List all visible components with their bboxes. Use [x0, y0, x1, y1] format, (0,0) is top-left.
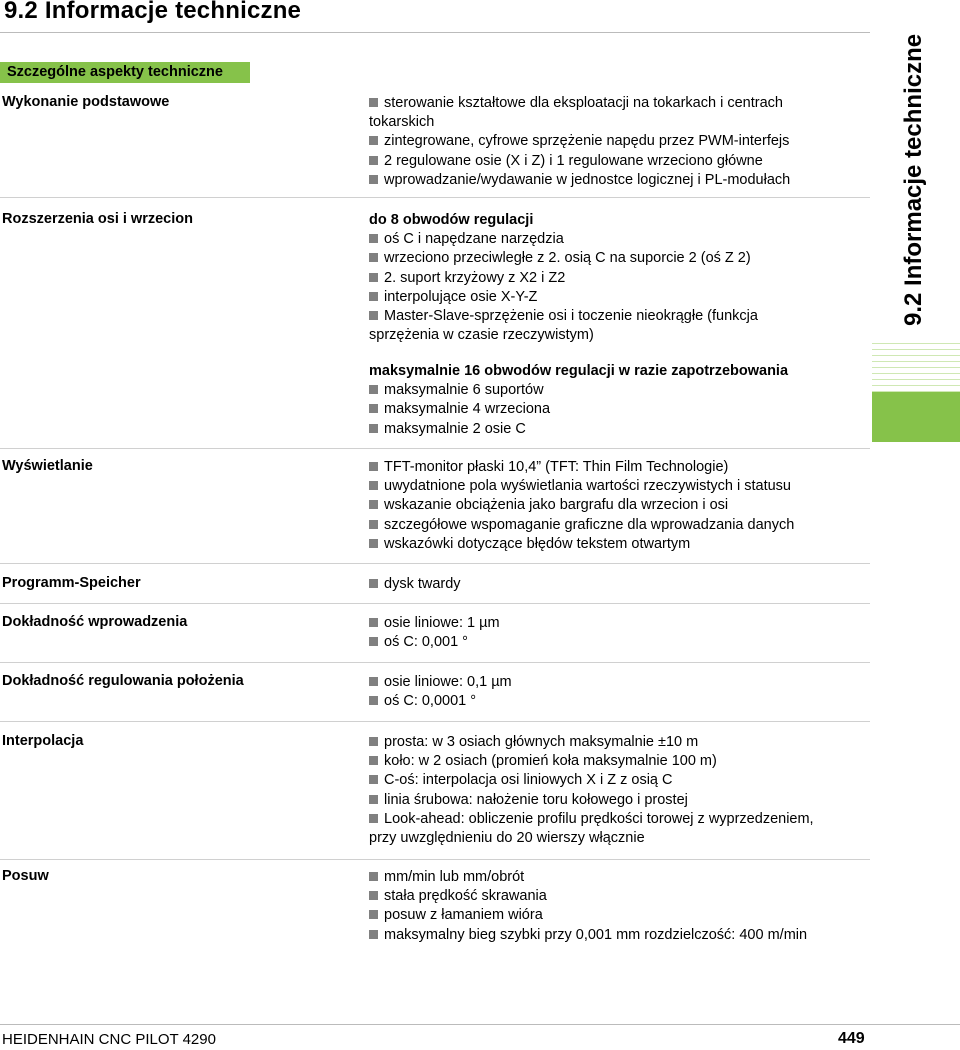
bullet-square-icon — [369, 311, 378, 320]
bullet-square-icon — [369, 696, 378, 705]
spec-row-body — [369, 211, 864, 345]
footer-divider — [0, 1024, 960, 1025]
spec-subheading — [369, 362, 864, 381]
spec-row-body — [369, 673, 864, 711]
spec-list-item — [369, 752, 864, 771]
row-divider — [0, 662, 870, 663]
spec-list-item — [369, 868, 864, 887]
spec-list-item — [369, 400, 864, 419]
bullet-square-icon — [369, 98, 378, 107]
spec-row-label: Dokładność wprowadzenia — [2, 614, 188, 630]
bullet-square-icon — [369, 756, 378, 765]
bullet-square-icon — [369, 462, 378, 471]
spec-row-label: Rozszerzenia osi i wrzecion — [2, 211, 193, 227]
spec-list-item — [369, 307, 864, 326]
spec-text: stała prędkość skrawania — [384, 888, 547, 905]
spec-list-item — [369, 458, 864, 477]
row-divider — [0, 563, 870, 564]
spec-row-label: Wykonanie podstawowe — [2, 94, 170, 110]
section-title: Szczególne aspekty techniczne — [7, 64, 223, 80]
bullet-square-icon — [369, 775, 378, 784]
spec-text: szczegółowe wspomaganie graficzne dla wprowadzania danych — [384, 516, 795, 533]
spec-text: TFT-monitor płaski 10,4” (TFT: Thin Film Technologie) — [384, 459, 729, 475]
spec-text: interpolujące osie X-Y-Z — [384, 288, 538, 305]
bullet-square-icon — [369, 814, 378, 823]
bullet-square-icon — [369, 175, 378, 184]
spec-text: maksymalny bieg szybki przy 0,001 mm rozdzielczość: 400 m/min — [384, 926, 808, 943]
spec-row-label: Wyświetlanie — [2, 458, 93, 474]
spec-text: uwydatnione pola wyświetlania wartości rzeczywistych i statusu — [384, 478, 791, 495]
spec-list-item — [369, 477, 864, 496]
spec-list-item — [369, 887, 864, 906]
spec-list-item — [369, 733, 864, 752]
bullet-square-icon — [369, 273, 378, 282]
bullet-square-icon — [369, 292, 378, 301]
spec-list-item — [369, 829, 864, 848]
spec-list-item — [369, 113, 864, 132]
spec-list-item — [369, 633, 864, 652]
spec-text: osie liniowe: 1 µm — [384, 615, 500, 631]
spec-row-body — [369, 362, 864, 439]
bullet-square-icon — [369, 618, 378, 627]
bullet-square-icon — [369, 891, 378, 900]
bullet-square-icon — [369, 637, 378, 646]
spec-text: wprowadzanie/wydawanie w jednostce logicznej i PL-modułach — [384, 171, 791, 188]
spec-subheading — [369, 211, 864, 230]
spec-text: przy uwzględnieniu do 20 wierszy włącznie — [369, 830, 645, 847]
spec-text: 2 regulowane osie (X i Z) i 1 regulowane wrzeciono główne — [384, 152, 763, 169]
spec-row-label: Dokładność regulowania położenia — [2, 673, 244, 689]
bullet-square-icon — [369, 520, 378, 529]
bullet-square-icon — [369, 156, 378, 165]
spec-list-item — [369, 381, 864, 400]
spec-list-item — [369, 94, 864, 113]
spec-list-item — [369, 288, 864, 307]
row-divider — [0, 603, 870, 604]
spec-text: koło: w 2 osiach (promień koła maksymalnie 100 m) — [384, 753, 717, 770]
spec-row-body — [369, 868, 864, 945]
spec-row-label: Programm-Speicher — [2, 575, 141, 591]
title-divider — [0, 32, 870, 33]
spec-text: dysk twardy — [384, 576, 461, 592]
bullet-square-icon — [369, 481, 378, 490]
footer-product: HEIDENHAIN CNC PILOT 4290 — [2, 1031, 216, 1048]
spec-list-item — [369, 496, 864, 515]
side-tab-marker — [872, 392, 960, 442]
bullet-square-icon — [369, 404, 378, 413]
spec-list-item — [369, 673, 864, 692]
spec-list-item — [369, 249, 864, 268]
row-divider — [0, 859, 870, 860]
spec-text: linia śrubowa: nałożenie toru kołowego i prostej — [384, 791, 688, 808]
bullet-square-icon — [369, 253, 378, 262]
bullet-square-icon — [369, 795, 378, 804]
bullet-square-icon — [369, 234, 378, 243]
spec-row-body — [369, 94, 864, 190]
spec-text: Master-Slave-sprzężenie osi i toczenie nieokrągłe (funkcja — [384, 308, 758, 325]
spec-list-item — [369, 771, 864, 790]
spec-row-body — [369, 575, 864, 594]
spec-text: sterowanie kształtowe dla eksploatacji na tokarkach i centrach — [384, 95, 783, 111]
row-divider — [0, 197, 870, 198]
spec-list-item — [369, 132, 864, 151]
spec-row-body — [369, 458, 864, 554]
spec-text: maksymalnie 4 wrzeciona — [384, 401, 551, 418]
bullet-square-icon — [369, 424, 378, 433]
bullet-square-icon — [369, 872, 378, 881]
page-title: 9.2 Informacje techniczne — [4, 0, 302, 24]
spec-text: oś C: 0,0001 ° — [384, 693, 477, 710]
spec-row-label: Posuw — [2, 868, 49, 884]
spec-text: wrzeciono przeciwległe z 2. osią C na suporcie 2 (oś Z 2) — [384, 250, 751, 267]
row-divider — [0, 448, 870, 449]
bullet-square-icon — [369, 500, 378, 509]
spec-list-item — [369, 326, 864, 345]
spec-row-body — [369, 614, 864, 652]
spec-text: C-oś: interpolacja osi liniowych X i Z z osią C — [384, 772, 673, 789]
spec-text: maksymalnie 6 suportów — [384, 382, 544, 399]
spec-list-item — [369, 692, 864, 711]
spec-list-item — [369, 171, 864, 190]
spec-list-item — [369, 230, 864, 249]
spec-text: wskazanie obciążenia jako bargrafu dla wrzecion i osi — [384, 497, 729, 514]
spec-text: 2. suport krzyżowy z X2 i Z2 — [384, 269, 566, 286]
spec-list-item — [369, 926, 864, 945]
spec-list-item — [369, 906, 864, 925]
spec-text: Look-ahead: obliczenie profilu prędkości torowej z wyprzedzeniem, — [384, 810, 814, 827]
spec-text: zintegrowane, cyfrowe sprzężenie napędu przez PWM-interfejs — [384, 133, 790, 150]
spec-text: osie liniowe: 0,1 µm — [384, 674, 512, 690]
spec-text: oś C i napędzane narzędzia — [384, 231, 564, 248]
spec-text: sprzężenia w czasie rzeczywistym) — [369, 327, 594, 344]
side-tab-stripes — [872, 343, 960, 392]
bullet-square-icon — [369, 136, 378, 145]
bullet-square-icon — [369, 385, 378, 394]
bullet-square-icon — [369, 910, 378, 919]
bullet-square-icon — [369, 677, 378, 686]
spec-text: do 8 obwodów regulacji — [369, 212, 534, 228]
spec-text: posuw z łamaniem wióra — [384, 907, 543, 924]
spec-list-item — [369, 535, 864, 554]
spec-list-item — [369, 575, 864, 594]
spec-list-item — [369, 614, 864, 633]
bullet-square-icon — [369, 539, 378, 548]
spec-text: maksymalnie 2 osie C — [384, 420, 526, 437]
bullet-square-icon — [369, 930, 378, 939]
bullet-square-icon — [369, 579, 378, 588]
spec-list-item — [369, 791, 864, 810]
spec-text: prosta: w 3 osiach głównych maksymalnie ±10 m — [384, 734, 699, 750]
spec-list-item — [369, 152, 864, 171]
spec-text: oś C: 0,001 ° — [384, 634, 468, 651]
spec-text: mm/min lub mm/obrót — [384, 869, 525, 885]
spec-row-body — [369, 733, 864, 848]
bullet-square-icon — [369, 737, 378, 746]
page-number: 449 — [838, 1030, 865, 1047]
spec-text: wskazówki dotyczące błędów tekstem otwartym — [384, 535, 691, 552]
spec-list-item — [369, 269, 864, 288]
spec-row-label: Interpolacja — [2, 733, 84, 749]
spec-list-item — [369, 810, 864, 829]
spec-list-item — [369, 420, 864, 439]
spec-list-item — [369, 516, 864, 535]
spec-text: maksymalnie 16 obwodów regulacji w razie zapotrzebowania — [369, 363, 789, 379]
side-tab-label: 9.2 Informacje techniczne — [900, 33, 927, 326]
row-divider — [0, 721, 870, 722]
spec-text: tokarskich — [369, 114, 435, 131]
